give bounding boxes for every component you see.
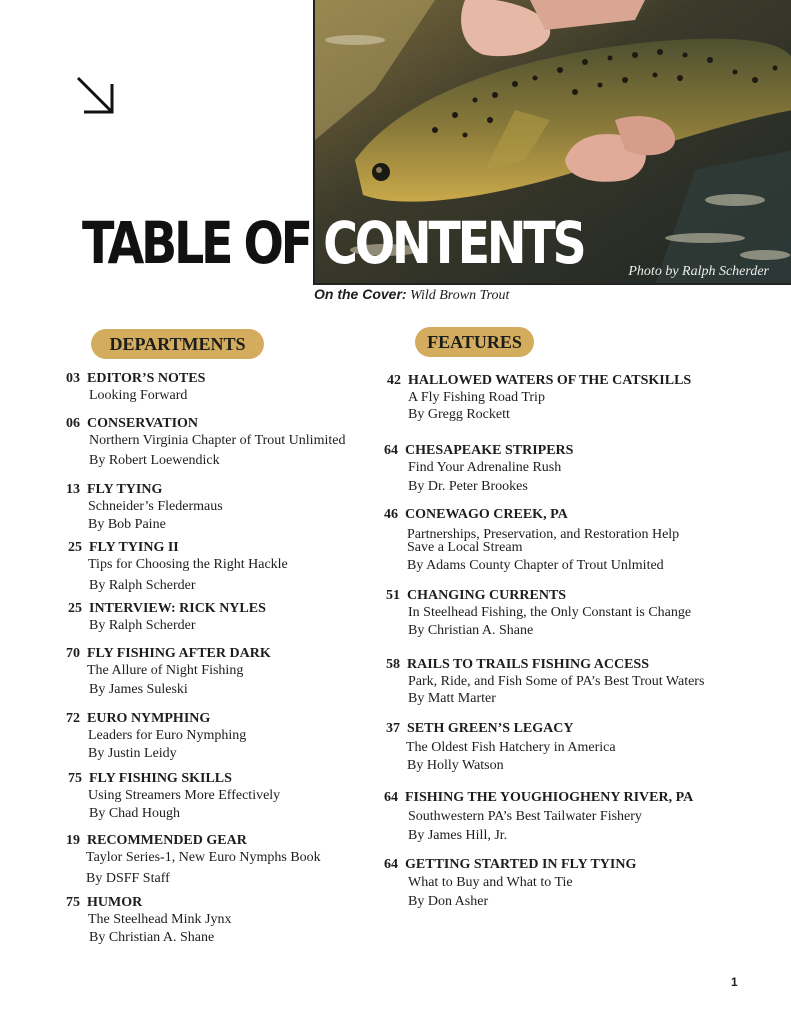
page-ref: 37: [386, 721, 400, 736]
entry-subtitle: Taylor Series-1, New Euro Nymphs Book: [86, 850, 321, 865]
cover-caption: [314, 286, 509, 304]
toc-entry[interactable]: [68, 540, 288, 594]
entry-title: HALLOWED WATERS OF THE CATSKILLS: [408, 373, 692, 388]
page-ref: 06: [66, 416, 80, 431]
cover-caption-label: On the Cover:: [314, 286, 407, 302]
toc-entry[interactable]: [66, 482, 223, 533]
entry-title: HUMOR: [87, 895, 143, 910]
toc-entry[interactable]: [66, 895, 231, 946]
entry-title: CHANGING CURRENTS: [407, 588, 567, 603]
toc-entry[interactable]: [384, 507, 679, 574]
page-title: [82, 209, 584, 277]
entry-byline: By DSFF Staff: [86, 871, 170, 886]
cover-caption-text: Wild Brown Trout: [406, 288, 510, 303]
page-ref: 25: [68, 540, 82, 555]
title-part-1: TABLE OF: [82, 209, 324, 277]
entry-title: FLY TYING: [87, 482, 163, 497]
entry-byline: By Adams County Chapter of Trout Unlmited: [407, 558, 664, 573]
page-number: 1: [731, 975, 738, 989]
entry-title: FLY FISHING SKILLS: [89, 771, 232, 786]
toc-entry[interactable]: [386, 721, 616, 774]
entry-title: CHESAPEAKE STRIPERS: [405, 443, 574, 458]
toc-entry[interactable]: [68, 771, 280, 822]
entry-title: FISHING THE YOUGHIOGHENY RIVER, PA: [405, 790, 694, 805]
toc-entry[interactable]: [384, 857, 636, 910]
departments-heading: DEPARTMENTS: [91, 329, 264, 359]
entry-title: RAILS TO TRAILS FISHING ACCESS: [407, 657, 649, 672]
entry-byline: By Ralph Scherder: [89, 618, 196, 633]
entry-byline: By Holly Watson: [407, 758, 504, 773]
entry-title: SETH GREEN’S LEGACY: [407, 721, 574, 736]
toc-entry[interactable]: [384, 790, 693, 844]
entry-subtitle-cont: Save a Local Stream: [407, 540, 523, 555]
entry-title: EURO NYMPHING: [87, 711, 211, 726]
entry-subtitle: Southwestern PA’s Best Tailwater Fishery: [408, 809, 642, 824]
entry-title: CONEWAGO CREEK, PA: [405, 507, 568, 522]
page-ref: 64: [384, 857, 398, 872]
page-ref: 72: [66, 711, 80, 726]
entry-title: INTERVIEW: RICK NYLES: [89, 601, 266, 616]
entry-title: GETTING STARTED IN FLY TYING: [405, 857, 637, 872]
page-ref: 70: [66, 646, 80, 661]
entry-subtitle: Find Your Adrenaline Rush: [408, 460, 562, 475]
entry-title: FLY FISHING AFTER DARK: [87, 646, 271, 661]
entry-subtitle: Looking Forward: [89, 388, 188, 403]
toc-entry[interactable]: [66, 711, 246, 762]
toc-entry[interactable]: [387, 373, 691, 423]
entry-byline: By Justin Leidy: [88, 746, 177, 761]
page-ref: 46: [384, 507, 398, 522]
entry-byline: By Christian A. Shane: [408, 623, 534, 638]
entry-subtitle: The Oldest Fish Hatchery in America: [406, 740, 616, 755]
entry-byline: By James Hill, Jr.: [408, 828, 508, 843]
entry-subtitle: Leaders for Euro Nymphing: [88, 728, 247, 743]
entry-subtitle: A Fly Fishing Road Trip: [408, 390, 545, 405]
entry-byline: By Robert Loewendick: [89, 453, 220, 468]
toc-entry[interactable]: [66, 646, 271, 698]
page-ref: 58: [386, 657, 400, 672]
title-part-2: CONTENTS: [323, 209, 584, 277]
entry-subtitle: In Steelhead Fishing, the Only Constant is Change: [408, 605, 692, 620]
toc-entry[interactable]: [68, 601, 266, 634]
entry-subtitle: What to Buy and What to Tie: [408, 875, 573, 890]
entry-byline: By James Suleski: [89, 682, 188, 697]
page-ref: 13: [66, 482, 80, 497]
page-ref: 51: [386, 588, 400, 603]
page-ref: 19: [66, 833, 80, 848]
entry-subtitle: Tips for Choosing the Right Hackle: [88, 557, 288, 572]
toc-entry[interactable]: [386, 588, 691, 639]
entry-byline: By Don Asher: [408, 894, 489, 909]
entry-subtitle: The Steelhead Mink Jynx: [88, 912, 232, 927]
page-ref: 64: [384, 443, 398, 458]
page-ref: 42: [387, 373, 401, 388]
entry-byline: By Dr. Peter Brookes: [408, 479, 528, 494]
page-ref: 25: [68, 601, 82, 616]
page-ref: 75: [66, 895, 80, 910]
features-heading: FEATURES: [415, 327, 534, 357]
entry-subtitle: Northern Virginia Chapter of Trout Unlimited: [89, 433, 346, 448]
page-ref: 64: [384, 790, 398, 805]
toc-entry[interactable]: [386, 657, 704, 707]
page-ref: 75: [68, 771, 82, 786]
toc-entry[interactable]: [66, 371, 205, 404]
entry-byline: By Christian A. Shane: [89, 930, 215, 945]
entry-subtitle: The Allure of Night Fishing: [87, 663, 244, 678]
entry-subtitle: Using Streamers More Effectively: [88, 788, 281, 803]
entry-byline: By Matt Marter: [408, 691, 496, 706]
entry-title: EDITOR’S NOTES: [87, 371, 206, 386]
entry-title: CONSERVATION: [87, 416, 199, 431]
toc-entry[interactable]: [66, 416, 345, 469]
entry-byline: By Ralph Scherder: [89, 578, 196, 593]
toc-entry[interactable]: [384, 443, 573, 495]
entry-byline: By Bob Paine: [88, 517, 166, 532]
toc-entry[interactable]: [66, 833, 321, 887]
entry-subtitle: Schneider’s Fledermaus: [88, 499, 223, 514]
page-ref: 03: [66, 371, 80, 386]
entry-byline: By Gregg Rockett: [408, 407, 510, 422]
entry-subtitle: Park, Ride, and Fish Some of PA’s Best Trout Waters: [408, 674, 705, 689]
entry-title: FLY TYING II: [89, 540, 179, 555]
entry-subtitle: Partnerships, Preservation, and Restoration Help: [407, 527, 680, 542]
entry-title: RECOMMENDED GEAR: [87, 833, 247, 848]
entry-byline: By Chad Hough: [89, 806, 180, 821]
photo-credit: Photo by Ralph Scherder: [628, 264, 769, 279]
arrow-down-right-icon: [74, 74, 118, 118]
